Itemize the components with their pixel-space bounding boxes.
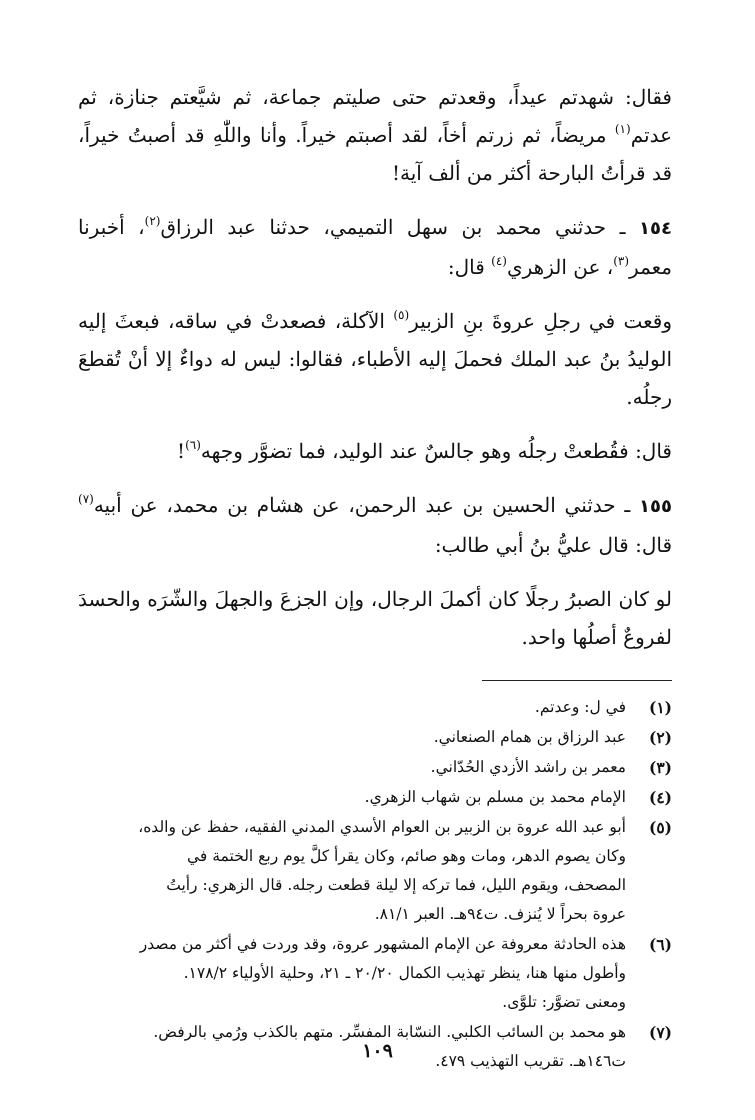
footnote-item: [78, 930, 672, 1017]
footnote-text: [78, 813, 626, 929]
footnote-line: وأطول منها هنا، ينظر تهذيب الكمال ٢٠/٢٠ ـ ٢١، وحلية الأولياء ١٧٨/٢.: [183, 964, 626, 982]
footnote-line: وكان يصوم الدهر، ومات وهو صائم، وكان يقرأ كلَّ يوم ربع الختمة في: [186, 847, 626, 865]
footnote-number: (٧): [648, 1023, 672, 1042]
paragraph-1: [78, 78, 672, 192]
page-number: ١٠٩: [362, 1040, 393, 1062]
footnote-line: معمر بن راشد الأزدي الحُدّاني.: [430, 758, 626, 776]
footnote-text: [78, 783, 626, 812]
footnote-ref-1[interactable]: (١): [614, 122, 631, 136]
paragraph-6: [78, 580, 672, 656]
footnote-item: [78, 783, 672, 812]
footnote-ref-5[interactable]: (٥): [393, 308, 410, 322]
footnote-line: هو محمد بن السائب الكلبي. النسّابة المفسِّر. متهم بالكذب ورُمي بالرفض.: [153, 1023, 626, 1041]
hadith-155-text-a: ـ حدثني الحسين بن عبد الرحمن، عن هشام بن محمد، عن أبيه: [93, 493, 640, 517]
footnote-ref-2[interactable]: (٢): [144, 214, 161, 228]
hadith-154: [78, 208, 672, 286]
footnote-line: عبد الرزاق بن همام الصنعاني.: [433, 728, 626, 746]
page-body: [78, 78, 672, 1077]
hadith-155-text-b: قال: قال عليُّ بنُ أبي طالب:: [434, 533, 672, 557]
footnote-number: (٣): [648, 758, 672, 777]
footnote-line: في ل: وعدتم.: [534, 698, 626, 716]
footnote-divider: [482, 680, 672, 681]
footnote-number: (١): [648, 698, 672, 717]
footnote-ref-3[interactable]: (٣): [613, 254, 630, 268]
footnote-number: (٥): [648, 818, 672, 837]
footnotes-list: [78, 693, 672, 1076]
hadith-154-text-a: ـ حدثني محمد بن سهل التميمي، حدثنا عبد الرزاق: [160, 215, 640, 239]
footnote-item: [78, 693, 672, 722]
footnote-line: ت١٤٦هـ. تقريب التهذيب ٤٧٩.: [435, 1052, 626, 1070]
footnote-ref-6[interactable]: (٦): [185, 438, 201, 452]
footnote-line: هذه الحادثة معروفة عن الإمام المشهور عروة، وقد وردت في أكثر من مصدر: [139, 935, 626, 953]
footnote-item: [78, 753, 672, 782]
footnote-number: (٢): [648, 728, 672, 747]
paragraph-4: [78, 432, 672, 470]
paragraph-4-text-a: قال: فقُطعتْ رجلُه وهو جالسٌ عند الوليد، فما تضوَّر وجهه: [200, 439, 672, 463]
hadith-155: [78, 486, 672, 564]
footnote-line: ومعنى تضوَّر: تلوَّى.: [502, 993, 626, 1011]
footnote-text: [78, 693, 626, 722]
footnote-ref-4[interactable]: (٤): [491, 254, 507, 268]
footnote-number: (٦): [648, 935, 672, 954]
footnote-line: أبو عبد الله عروة بن الزبير بن العوام الأسدي المدني الفقيه، حفظ عن والده،: [138, 818, 626, 836]
footnote-item: [78, 723, 672, 752]
footnote-item: [78, 813, 672, 929]
paragraph-3: [78, 302, 672, 416]
paragraph-3-text-b: الآكلة، فصعدتْ في ساقه، فبعثَ إليه الوليدُ بنُ عبد الملك فحملَ إليه الأطباء، فقالوا: ليس له دواءٌ إلا أنْ تُقطعَ رجلُه.: [78, 309, 672, 409]
hadith-154-text-d: قال:: [447, 255, 492, 279]
paragraph-3-text-a: وقعت في رجلِ عروةَ بنِ الزبير: [409, 309, 672, 333]
footnote-text: [78, 753, 626, 782]
paragraph-4-text-b: !: [177, 439, 186, 463]
footnote-line: الإمام محمد بن مسلم بن شهاب الزهري.: [364, 788, 626, 806]
paragraph-1-text-cont: مريضاً، ثم زرتم أخاً، لقد أصبتم خيراً. وأنا واللّٰهِ قد أصبتُ خيراً، قد قرأتُ البارحة أكثر من ألف آية!: [78, 123, 672, 185]
footnote-line: عروة بحراً لا يُنزف. ت٩٤هـ. العبر ٨١/١.: [374, 905, 626, 923]
paragraph-1-text: فقال: شهدتم عيداً، وقعدتم حتى صليتم جماعة، ثم شيَّعتم جنازة، ثم عدتم: [78, 85, 672, 147]
paragraph-6-text: لو كان الصبرُ رجلًا كان أكملَ الرجال، وإن الجزعَ والجهلَ والشّرَه والحسدَ لفروعٌ أصلُها واحد.: [78, 587, 672, 649]
hadith-154-text-b: ، أخبرنا معمر: [78, 215, 672, 279]
hadith-154-text-c: ، عن الزهري: [506, 255, 614, 279]
footnote-number: (٤): [648, 788, 672, 807]
hadith-number-155: ١٥٥: [639, 496, 672, 517]
footnote-text: [78, 723, 626, 752]
hadith-number-154: ١٥٤: [639, 218, 673, 239]
footnote-text: [78, 930, 626, 1017]
footnote-ref-7[interactable]: (٧): [78, 492, 94, 506]
footnote-line: المصحف، ويقوم الليل، فما تركه إلا ليلة قطعت رجله. قال الزهري: رأيتُ: [166, 876, 626, 894]
